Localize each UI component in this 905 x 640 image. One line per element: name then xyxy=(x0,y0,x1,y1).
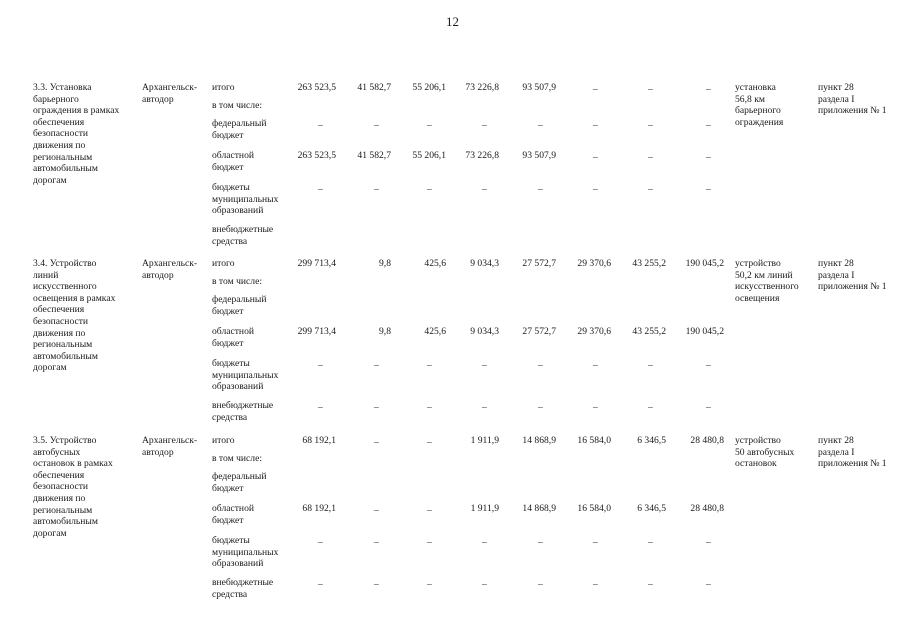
value-dash: – xyxy=(374,579,379,590)
reference: пункт 28 раздела I приложения № 1 xyxy=(818,82,887,117)
funding-source-label: областной бюджет xyxy=(212,326,255,349)
funding-source-label: бюджеты муниципальных образований xyxy=(212,182,279,217)
value-dash: – xyxy=(706,360,711,371)
funding-source-label: в том числе: xyxy=(212,100,263,111)
value-dash: – xyxy=(706,120,711,131)
value-cell: 29 370,6 xyxy=(577,258,611,269)
value-cell: 299 713,4 xyxy=(297,326,336,337)
funding-source-label: федеральный бюджет xyxy=(212,471,267,494)
funding-source-label: федеральный бюджет xyxy=(212,294,267,317)
value-cell: 263 523,5 xyxy=(297,82,336,93)
funding-source-label: итого xyxy=(212,258,235,269)
value-dash: – xyxy=(706,537,711,548)
funding-source-label: внебюджетные средства xyxy=(212,400,274,423)
measure-name: 3.5. Устройство автобусных остановок в рамках обеспечения безопасности движения по региональным автомобильным дорогам xyxy=(33,435,113,539)
value-cell: 93 507,9 xyxy=(522,150,556,161)
value-dash: – xyxy=(482,579,487,590)
value-cell: 14 868,9 xyxy=(522,435,556,446)
measure-name: 3.3. Установка барьерного ограждения в рамках обеспечения безопасности движения по региональным автомобильным дорогам xyxy=(33,82,120,186)
value-dash: – xyxy=(427,579,432,590)
value-cell: 190 045,2 xyxy=(685,258,724,269)
value-cell: 55 206,1 xyxy=(412,82,446,93)
value-dash: – xyxy=(648,84,653,95)
value-dash: – xyxy=(706,579,711,590)
page-number: 12 xyxy=(446,14,459,29)
value-cell: 28 480,8 xyxy=(690,503,724,514)
expected-result: установка 56,8 км барьерного ограждения xyxy=(735,82,784,128)
value-cell: 27 572,7 xyxy=(522,258,556,269)
value-cell: 16 584,0 xyxy=(577,503,611,514)
value-cell: 425,6 xyxy=(424,258,446,269)
value-cell: 29 370,6 xyxy=(577,326,611,337)
value-cell: 68 192,1 xyxy=(302,435,336,446)
value-dash: – xyxy=(593,537,598,548)
value-dash: – xyxy=(538,120,543,131)
value-cell: 1 911,9 xyxy=(470,503,499,514)
value-cell: 9 034,3 xyxy=(470,258,499,269)
value-dash: – xyxy=(427,537,432,548)
value-dash: – xyxy=(318,579,323,590)
executor: Архангельск- автодор xyxy=(142,435,198,458)
value-cell: 6 346,5 xyxy=(637,503,666,514)
funding-source-label: в том числе: xyxy=(212,276,263,287)
value-cell: 1 911,9 xyxy=(470,435,499,446)
value-cell: 43 255,2 xyxy=(632,326,666,337)
value-dash: – xyxy=(427,184,432,195)
value-dash: – xyxy=(482,402,487,413)
measure-name: 3.4. Устройство линий искусственного освещения в рамках обеспечения безопасности движения по региональным автомобильным дорогам xyxy=(33,258,116,374)
funding-source-label: федеральный бюджет xyxy=(212,118,267,141)
value-dash: – xyxy=(706,184,711,195)
value-dash: – xyxy=(648,120,653,131)
value-cell: 43 255,2 xyxy=(632,258,666,269)
value-dash: – xyxy=(482,184,487,195)
executor: Архангельск- автодор xyxy=(142,258,198,281)
value-dash: – xyxy=(593,402,598,413)
value-cell: 55 206,1 xyxy=(412,150,446,161)
value-dash: – xyxy=(374,360,379,371)
value-dash: – xyxy=(706,402,711,413)
value-cell: 73 226,8 xyxy=(465,82,499,93)
value-dash: – xyxy=(374,402,379,413)
value-cell: 27 572,7 xyxy=(522,326,556,337)
value-dash: – xyxy=(427,505,432,516)
value-dash: – xyxy=(318,120,323,131)
value-dash: – xyxy=(374,437,379,448)
value-cell: 93 507,9 xyxy=(522,82,556,93)
funding-source-label: внебюджетные средства xyxy=(212,577,274,600)
value-dash: – xyxy=(374,184,379,195)
value-cell: 263 523,5 xyxy=(297,150,336,161)
value-cell: 9,8 xyxy=(379,326,391,337)
value-dash: – xyxy=(593,360,598,371)
value-dash: – xyxy=(427,402,432,413)
value-cell: 425,6 xyxy=(424,326,446,337)
funding-source-label: бюджеты муниципальных образований xyxy=(212,358,279,393)
value-dash: – xyxy=(318,537,323,548)
value-dash: – xyxy=(648,360,653,371)
reference: пункт 28 раздела I приложения № 1 xyxy=(818,258,887,293)
value-dash: – xyxy=(427,360,432,371)
value-cell: 16 584,0 xyxy=(577,435,611,446)
value-dash: – xyxy=(318,184,323,195)
value-dash: – xyxy=(593,579,598,590)
value-dash: – xyxy=(706,84,711,95)
value-dash: – xyxy=(538,402,543,413)
value-dash: – xyxy=(482,120,487,131)
value-dash: – xyxy=(318,402,323,413)
value-dash: – xyxy=(648,152,653,163)
value-dash: – xyxy=(482,537,487,548)
value-cell: 9 034,3 xyxy=(470,326,499,337)
executor: Архангельск- автодор xyxy=(142,82,198,105)
funding-source-label: областной бюджет xyxy=(212,150,255,173)
funding-source-label: бюджеты муниципальных образований xyxy=(212,535,279,570)
expected-result: устройство 50,2 км линий искусственного освещения xyxy=(735,258,799,304)
value-cell: 9,8 xyxy=(379,258,391,269)
value-dash: – xyxy=(648,184,653,195)
value-dash: – xyxy=(482,360,487,371)
value-dash: – xyxy=(538,184,543,195)
value-dash: – xyxy=(427,437,432,448)
funding-source-label: итого xyxy=(212,435,235,446)
value-dash: – xyxy=(593,120,598,131)
value-cell: 299 713,4 xyxy=(297,258,336,269)
funding-source-label: в том числе: xyxy=(212,453,263,464)
value-cell: 73 226,8 xyxy=(465,150,499,161)
value-dash: – xyxy=(648,579,653,590)
value-dash: – xyxy=(648,537,653,548)
value-dash: – xyxy=(593,84,598,95)
expected-result: устройство 50 автобусных остановок xyxy=(735,435,795,470)
value-cell: 41 582,7 xyxy=(357,150,391,161)
value-dash: – xyxy=(374,505,379,516)
funding-source-label: итого xyxy=(212,82,235,93)
value-dash: – xyxy=(648,402,653,413)
value-dash: – xyxy=(593,152,598,163)
funding-source-label: областной бюджет xyxy=(212,503,255,526)
value-dash: – xyxy=(538,537,543,548)
value-cell: 14 868,9 xyxy=(522,503,556,514)
value-cell: 190 045,2 xyxy=(685,326,724,337)
value-cell: 41 582,7 xyxy=(357,82,391,93)
funding-source-label: внебюджетные средства xyxy=(212,224,274,247)
value-dash: – xyxy=(593,184,598,195)
value-dash: – xyxy=(427,120,432,131)
value-dash: – xyxy=(706,152,711,163)
reference: пункт 28 раздела I приложения № 1 xyxy=(818,435,887,470)
value-cell: 6 346,5 xyxy=(637,435,666,446)
value-dash: – xyxy=(374,537,379,548)
value-dash: – xyxy=(538,360,543,371)
value-dash: – xyxy=(374,120,379,131)
value-cell: 28 480,8 xyxy=(690,435,724,446)
value-dash: – xyxy=(538,579,543,590)
value-cell: 68 192,1 xyxy=(302,503,336,514)
value-dash: – xyxy=(318,360,323,371)
